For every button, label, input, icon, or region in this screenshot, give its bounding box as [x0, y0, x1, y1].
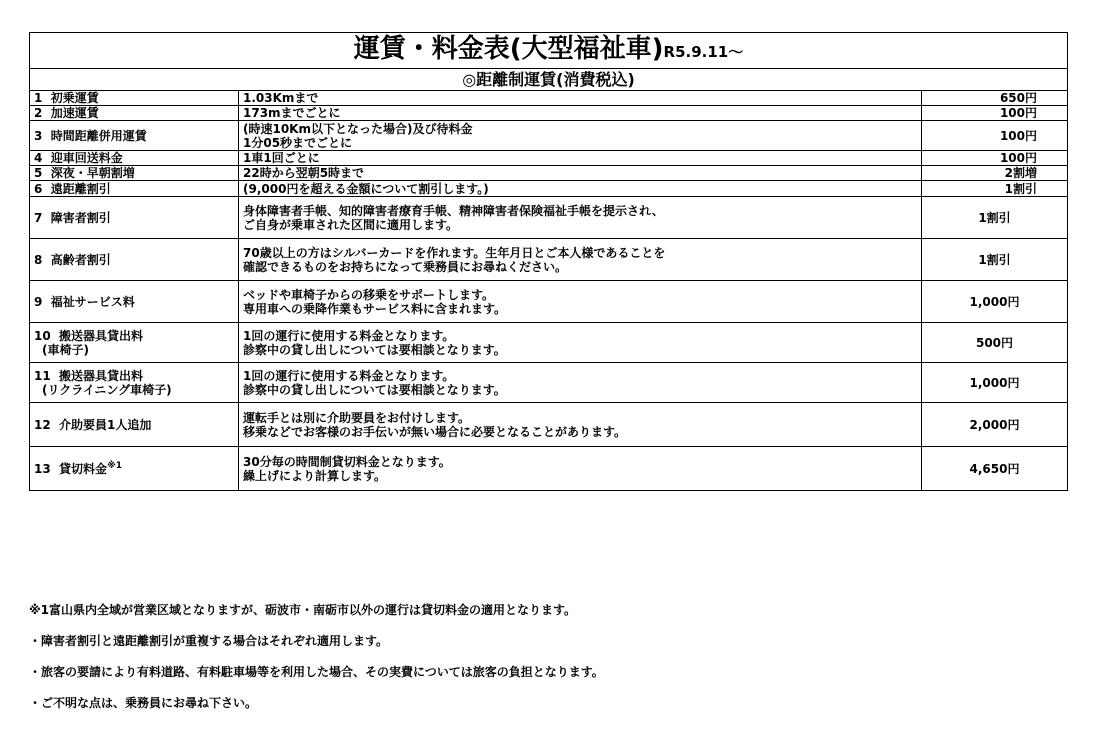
fare-item-label: 3 時間距離併用運賃 — [34, 128, 147, 143]
fare-item-description — [239, 181, 922, 197]
fare-item-label: 6 遠距離割引 — [34, 181, 111, 196]
page-title — [30, 33, 1068, 69]
fare-item-amount: 100円 — [922, 151, 1068, 166]
fare-row — [30, 447, 1068, 491]
fare-item-amount: 650円 — [922, 91, 1068, 106]
note-line: ・ご不明な点は、乗務員にお尋ね下さい。 — [29, 696, 258, 710]
fare-item-name — [30, 197, 239, 239]
fare-item-name — [30, 91, 239, 106]
fare-item-description — [239, 447, 922, 491]
fare-item-label: 5 深夜・早朝割増 — [34, 166, 135, 180]
fare-item-amount: 100円 — [922, 121, 1068, 151]
description-line: 身体障害者手帳、知的障害者療育手帳、精神障害者保険福祉手帳を提示され、 — [243, 203, 664, 218]
fare-item-description — [239, 197, 922, 239]
fare-item-label: 7 障害者割引 — [34, 210, 111, 225]
fare-item-name — [30, 166, 239, 181]
fare-table — [29, 32, 1068, 491]
fare-item-amount: 1割引 — [922, 239, 1068, 281]
fare-item-amount: 4,650円 — [922, 447, 1068, 491]
description-line: 1車1回ごとに — [243, 151, 320, 165]
fare-row — [30, 151, 1068, 166]
notes — [29, 603, 1069, 727]
fare-item-amount: 500円 — [922, 323, 1068, 363]
fare-item-label: 1 初乗運賃 — [34, 91, 99, 105]
fare-item-amount: 2,000円 — [922, 403, 1068, 447]
description-line: 診察中の貸し出しについては要相談となります。 — [243, 382, 506, 397]
description-line: 22時から翌朝5時まで — [243, 166, 365, 180]
description-line: 繰上げにより計算します。 — [243, 468, 387, 483]
fare-item-description — [239, 363, 922, 403]
fare-item-description — [239, 323, 922, 363]
fare-item-name — [30, 106, 239, 121]
description-line: 1回の運行に使用する料金となります。 — [243, 368, 455, 383]
fare-item-sublabel: (リクライニング車椅子) — [42, 382, 172, 397]
fare-item-label: 13 貸切料金$^{※1}$ — [34, 460, 123, 476]
fare-row — [30, 181, 1068, 197]
fare-item-name — [30, 363, 239, 403]
fare-item-description — [239, 239, 922, 281]
fare-item-amount: 1割引 — [922, 197, 1068, 239]
fare-item-name — [30, 151, 239, 166]
fare-item-label: 12 介助要員1人追加 — [34, 417, 152, 432]
fare-row — [30, 281, 1068, 323]
description-line: 運転手とは別に介助要員をお付けします。 — [243, 410, 471, 425]
description-line: ご自身が乗車された区間に適用します。 — [243, 217, 459, 232]
description-line: 1.03Kmまで — [243, 91, 319, 105]
fare-row — [30, 106, 1068, 121]
fare-item-description — [239, 151, 922, 166]
fare-row — [30, 323, 1068, 363]
note-line: ・旅客の要請により有料道路、有料駐車場等を利用した場合、その実費については旅客の負担となります。 — [29, 665, 604, 679]
description-line: 1回の運行に使用する料金となります。 — [243, 328, 455, 343]
fare-item-description — [239, 403, 922, 447]
note-line: ※1富山県内全域が営業区域となりますが、砺波市・南砺市以外の運行は貸切料金の適用となります。 — [29, 603, 577, 617]
fare-item-name — [30, 121, 239, 151]
note-line: ・障害者割引と遠距離割引が重複する場合はそれぞれ適用します。 — [29, 634, 389, 648]
fare-item-description — [239, 121, 922, 151]
fare-item-description — [239, 281, 922, 323]
description-line: 30分毎の時間制貸切料金となります。 — [243, 454, 451, 469]
fare-row — [30, 363, 1068, 403]
fare-row — [30, 91, 1068, 106]
fare-item-description — [239, 91, 922, 106]
fare-item-label: 10 搬送器具貸出料 — [34, 328, 144, 343]
fare-item-label: 8 高齢者割引 — [34, 252, 111, 267]
fare-item-amount: 1,000円 — [922, 281, 1068, 323]
fare-item-name — [30, 281, 239, 323]
fare-item-label: 9 福祉サービス料 — [34, 294, 135, 309]
fare-row — [30, 121, 1068, 151]
fare-item-name — [30, 181, 239, 197]
fare-row — [30, 403, 1068, 447]
description-line: (9,000円を超える金額について割引します。) — [243, 181, 489, 196]
fare-item-description — [239, 106, 922, 121]
fare-item-sublabel: (車椅子) — [42, 342, 89, 357]
description-line: 確認できるものをお持ちになって乗務員にお尋ねください。 — [243, 259, 568, 274]
fare-item-label: 2 加速運賃 — [34, 106, 99, 120]
description-line: 173mまでごとに — [243, 106, 341, 120]
description-line: ベッドや車椅子からの移乗をサポートします。 — [243, 287, 495, 302]
description-line: 移乗などでお客様のお手伝いが無い場合に必要となることがあります。 — [243, 424, 627, 439]
fare-item-label: 4 迎車回送料金 — [34, 151, 123, 165]
description-line: (時速10Km以下となった場合)及び待料金 — [243, 121, 473, 136]
fare-row — [30, 166, 1068, 181]
fare-item-name — [30, 323, 239, 363]
description-line: 診察中の貸し出しについては要相談となります。 — [243, 342, 506, 357]
fare-item-amount: 100円 — [922, 106, 1068, 121]
fare-item-description — [239, 166, 922, 181]
fare-row — [30, 197, 1068, 239]
title-suffix: R5.9.11～ — [663, 43, 744, 61]
description-line: 1分05秒までごとに — [243, 135, 353, 150]
fare-item-amount: 1,000円 — [922, 363, 1068, 403]
title-main: 運賃・料金表(大型福祉車) — [353, 34, 664, 64]
footnote-mark: ※1 — [107, 460, 123, 471]
fare-item-amount: 1割引 — [922, 181, 1068, 197]
fare-item-label: 11 搬送器具貸出料 — [34, 368, 144, 383]
fare-row — [30, 239, 1068, 281]
fare-item-name — [30, 447, 239, 491]
description-line: 70歳以上の方はシルバーカードを作れます。生年月日とご本人様であることを — [243, 245, 666, 260]
fare-item-name — [30, 239, 239, 281]
description-line: 専用車への乗降作業もサービス料に含まれます。 — [243, 301, 507, 316]
fare-item-amount: 2割増 — [922, 166, 1068, 181]
section-subtitle: ◎距離制運賃(消費税込) — [30, 69, 1068, 91]
fare-item-name — [30, 403, 239, 447]
